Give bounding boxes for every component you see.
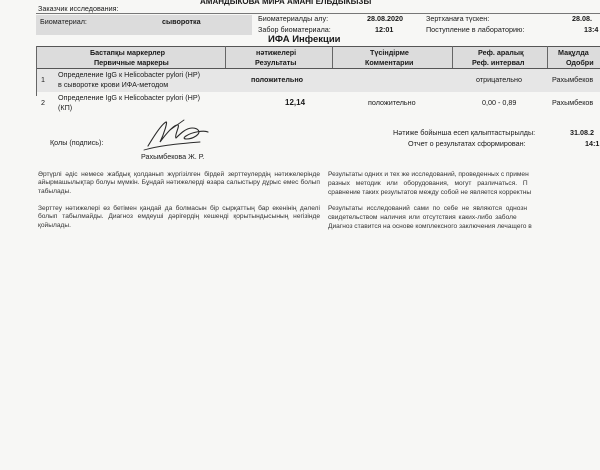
- col-marker-kz: Бастапқы маркерлер: [90, 48, 166, 57]
- section-title: ИФА Инфекции: [268, 34, 341, 45]
- patient-name: АМАНДЫКОВА МИРА АМАНГЕЛЬДЫКЫЗЫ: [200, 0, 372, 6]
- row-1-approver: Рахымбеков: [552, 75, 594, 84]
- date-taken-ru-label: Забор биоматериала:: [258, 25, 331, 34]
- row-2-marker-line2: (КП): [58, 103, 73, 112]
- report-time-date: 31.08.2: [570, 128, 594, 137]
- col-approved-kz: Мақұлда: [558, 48, 589, 57]
- lab-received-date: 28.08.: [572, 14, 592, 23]
- lab-received-time: 13:4: [584, 25, 599, 34]
- row-2-approver: Рахымбеков: [552, 98, 594, 107]
- row-1-result: положительно: [251, 75, 304, 84]
- customer-label: Заказчик исследования:: [38, 4, 119, 13]
- lab-received-ru-label: Поступление в лабораторию:: [426, 25, 525, 34]
- disclaimer-ru-1a: Результаты одних и тех же исследований, проведенных с примен: [328, 171, 529, 178]
- col-result-ru: Результаты: [255, 58, 297, 67]
- row-1-num: 1: [41, 75, 45, 84]
- report-time-kz-label: Нәтиже бойынша есеп қалыптастырылды:: [393, 128, 536, 137]
- biomaterial-label: Биоматериал:: [40, 17, 87, 26]
- disclaimer-kz-2: Зерттеу нәтижелері өз бетімен қандай да болмасын бір сырқаттың бар екенінің дәлелі болып табылмайды. Диагноз емдеуші дәрігердің кешенді қорытындысының негізінде қойылады.: [38, 205, 320, 229]
- col-ref-kz: Реф. аралық: [478, 48, 524, 57]
- signature-label: Қолы (подпись):: [50, 138, 104, 147]
- disclaimer-ru-1b: разных методик или оборудования, могут различаться. П: [328, 180, 528, 187]
- signature-name: Рахымбекова Ж. Р.: [141, 152, 205, 161]
- disclaimer-kz-1: Әртүрлі әдіс немесе жабдық қолданып жүргізілген бірдей зерттеулердің нәтижелерінде айырмашылықтар болуы мүмкін. Бұндай нәтижелерді өзара салыстыру дұрыс емес болып табылады.: [38, 171, 320, 195]
- col-comment-kz: Түсіндірме: [370, 48, 409, 57]
- biomaterial-value: сыворотка: [162, 17, 201, 26]
- date-taken-value: 28.08.2020: [367, 14, 403, 23]
- report-time-value: 14:1: [585, 139, 600, 148]
- date-taken-kz-label: Биоматериалды алу:: [258, 14, 329, 23]
- disclaimer-ru-2c: Диагноз ставится на основе комплексного заключения лечащего в: [328, 223, 532, 230]
- row-2-marker-line1: Определение IgG к Helicobacter pylori (HP): [58, 93, 201, 102]
- row-2-comment: положительно: [368, 98, 416, 107]
- disclaimer-ru-2b: свидетельством наличия или отсутствия каких-либо заболе: [328, 214, 517, 221]
- col-ref-ru: Реф. интервал: [472, 58, 525, 67]
- row-2-result: 12,14: [285, 98, 306, 107]
- disclaimer-ru-2a: Результаты исследований сами по себе не являются однозн: [328, 205, 528, 212]
- col-marker-ru: Первичные маркеры: [94, 58, 169, 67]
- row-1-marker-line2: в сыворотке крови ИФА-методом: [58, 80, 169, 89]
- report-time-ru-label: Отчет о результатах сформирован:: [408, 139, 526, 148]
- lab-received-kz-label: Зертханаға түскен:: [426, 14, 490, 23]
- handwritten-signature: [140, 116, 215, 154]
- col-comment-ru: Комментарии: [365, 58, 414, 67]
- row-1-ref: отрицательно: [476, 75, 522, 84]
- col-result-kz: нәтижелері: [256, 48, 297, 57]
- col-approved-ru: Одобри: [566, 58, 594, 67]
- row-2-num: 2: [41, 98, 45, 107]
- row-2-ref: 0,00 - 0,89: [482, 98, 517, 107]
- time-taken-value: 12:01: [375, 25, 394, 34]
- disclaimer-ru-1c: сравнение таких результатов между собой не является корректны: [328, 189, 532, 196]
- row-1-marker-line1: Определение IgG к Helicobacter pylori (HP): [58, 70, 201, 79]
